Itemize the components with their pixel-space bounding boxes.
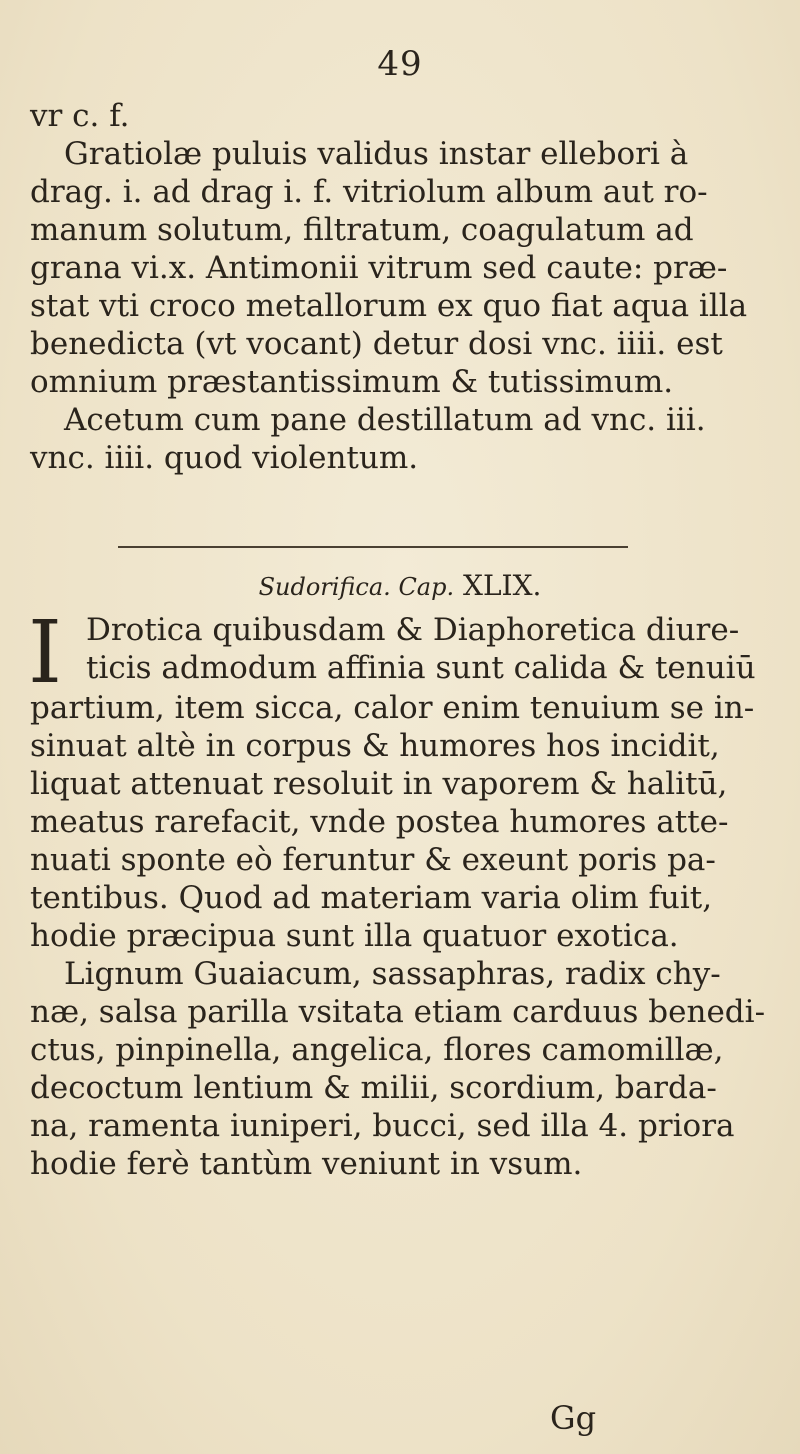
text-line: Drotica quibusdam & Diaphoretica diure- [86,612,740,648]
chapter-heading-title: Sudorifica. Cap. [258,573,455,601]
text-line: næ, salsa parilla vsitata etiam carduus benedi- [30,994,766,1030]
text-line: decoctum lentium & milii, scordium, barda- [30,1070,717,1106]
chapter-heading [0,568,800,605]
text-line: stat vti croco metallorum ex quo fiat aqua illa [30,288,748,324]
text-line: sinuat altè in corpus & humores hos incidit, [30,728,720,764]
text-line: liquat attenuat resoluit in vaporem & halitū, [30,766,728,802]
text-line: meatus rarefacit, vnde postea humores atte- [30,804,729,840]
text-line: hodie præcipua sunt illa quatuor exotica. [30,918,679,954]
text-line: hodie ferè tantùm veniunt in vsum. [30,1146,583,1182]
text-line: ticis admodum affinia sunt calida & tenuiū [86,650,756,686]
text-line: benedicta (vt vocant) detur dosi vnc. iiii. est [30,326,723,362]
page-number: 49 [377,44,423,84]
text-line: vr c. f. [30,98,130,134]
text-line: ctus, pinpinella, angelica, flores camomillæ, [30,1032,724,1068]
text-line: manum solutum, filtratum, coagulatum ad [30,212,694,248]
text-line: Acetum cum pane destillatum ad vnc. iii. [64,402,706,438]
signature-mark: Gg [550,1399,597,1437]
text-line: Gratiolæ puluis validus instar ellebori à [64,136,689,172]
text-line: Lignum Guaiacum, sassaphras, radix chy- [64,956,721,992]
text-line: grana vi.x. Antimonii vitrum sed caute: præ- [30,250,728,286]
chapter-heading-number: XLIX. [463,569,542,602]
text-line: partium, item sicca, calor enim tenuium se in- [30,690,755,726]
text-line: drag. i. ad drag i. f. vitriolum album aut ro- [30,174,708,210]
section-divider [118,546,628,548]
text-line: tentibus. Quod ad materiam varia olim fuit, [30,880,713,916]
text-line: omnium præstantissimum & tutissimum. [30,364,674,400]
text-line: nuati sponte eò feruntur & exeunt poris pa- [30,842,716,878]
text-line: na, ramenta iuniperi, bucci, sed illa 4. priora [30,1108,735,1144]
drop-cap: I [28,603,62,703]
text-line: vnc. iiii. quod violentum. [30,440,419,476]
